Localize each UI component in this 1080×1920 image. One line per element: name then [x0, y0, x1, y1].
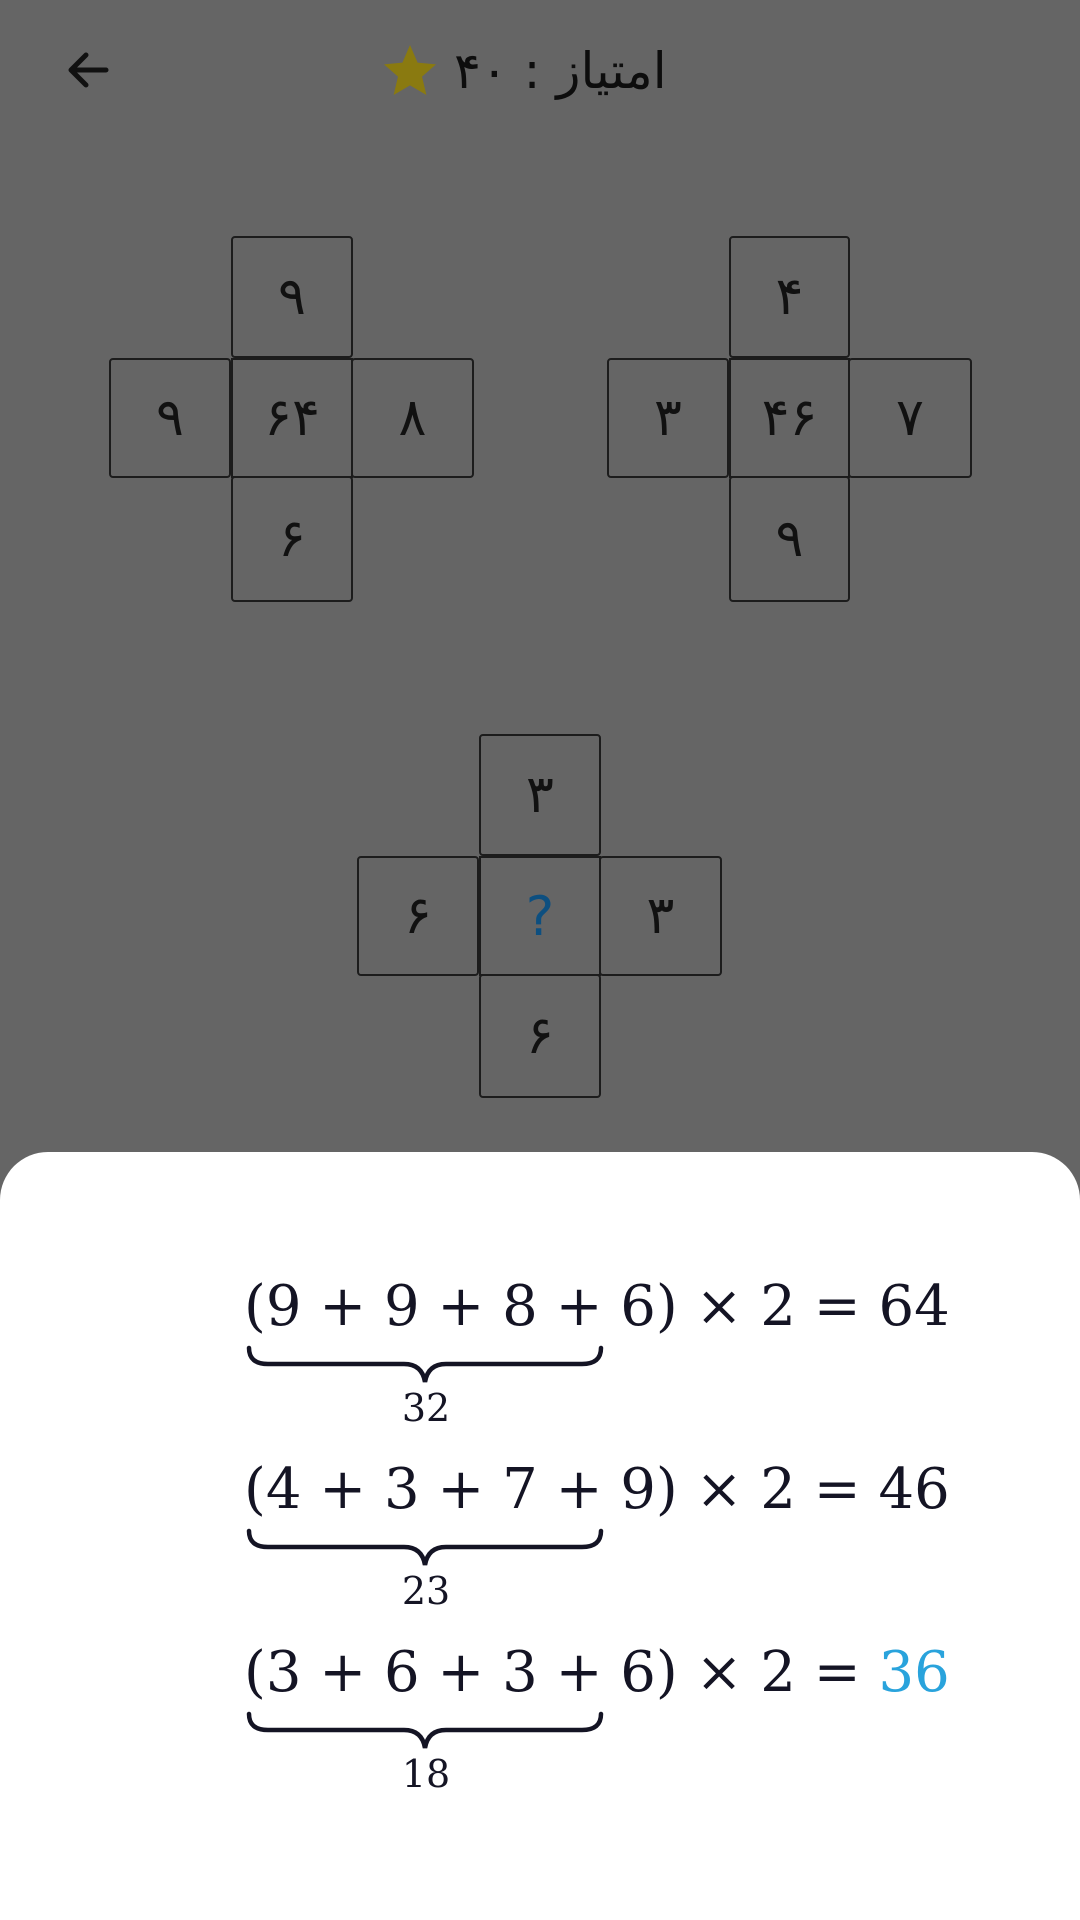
grid-b-top-cell: ۴	[729, 236, 850, 358]
solution-line-3-result: 36	[878, 1640, 950, 1705]
grid-a-right-cell: ۸	[351, 358, 474, 478]
solution-line-2-operator: × 2 =	[677, 1457, 879, 1522]
solution-line-2-sum: 23	[401, 1569, 451, 1613]
grid-a-left-cell: ۹	[109, 358, 231, 478]
grid-a-bottom-cell: ۶	[231, 476, 353, 602]
solution-line-2	[244, 1457, 950, 1613]
grid-b-left-cell: ۳	[607, 358, 729, 478]
solution-sheet	[0, 1152, 1080, 1920]
solution-line-2-expression: (4 + 3 + 7 + 9)	[244, 1457, 678, 1522]
grid-a-top-cell: ۹	[231, 236, 353, 358]
grid-a-center-cell: ۶۴	[231, 358, 353, 478]
solution-line-2-result: 46	[878, 1457, 950, 1522]
solution-line-3-operator: × 2 =	[677, 1640, 879, 1705]
solution-line-2-equation	[244, 1457, 950, 1522]
underbrace-1	[246, 1344, 604, 1388]
solution-line-1	[244, 1274, 950, 1430]
star-icon	[380, 41, 440, 101]
grid-b-center-cell: ۴۶	[729, 358, 850, 478]
score-text: امتیاز : ۴۰	[454, 42, 667, 100]
grid-b-bottom-cell: ۹	[729, 476, 850, 602]
solution-line-1-operator: × 2 =	[677, 1274, 879, 1339]
grid-c-missing-cell[interactable]: ?	[479, 856, 601, 976]
solution-line-3-equation	[244, 1640, 950, 1705]
grid-c-left-cell: ۶	[357, 856, 479, 976]
solution-line-1-result: 64	[878, 1274, 950, 1339]
grid-c-bottom-cell: ۶	[479, 974, 601, 1098]
solution-line-3-expression: (3 + 6 + 3 + 6)	[244, 1640, 678, 1705]
solution-line-1-equation	[244, 1274, 950, 1339]
underbrace-3	[246, 1710, 604, 1754]
solution-line-1-expression: (9 + 9 + 8 + 6)	[244, 1274, 678, 1339]
back-button[interactable]	[62, 44, 114, 96]
grid-c-right-cell: ۳	[599, 856, 722, 976]
solution-line-3-sum: 18	[401, 1752, 451, 1796]
underbrace-2	[246, 1527, 604, 1571]
grid-c-top-cell: ۳	[479, 734, 601, 856]
score-display	[380, 36, 700, 106]
grid-b-right-cell: ۷	[848, 358, 972, 478]
arrow-left-icon	[62, 44, 114, 96]
solution-line-1-sum: 32	[401, 1386, 451, 1430]
solution-line-3	[244, 1640, 950, 1796]
